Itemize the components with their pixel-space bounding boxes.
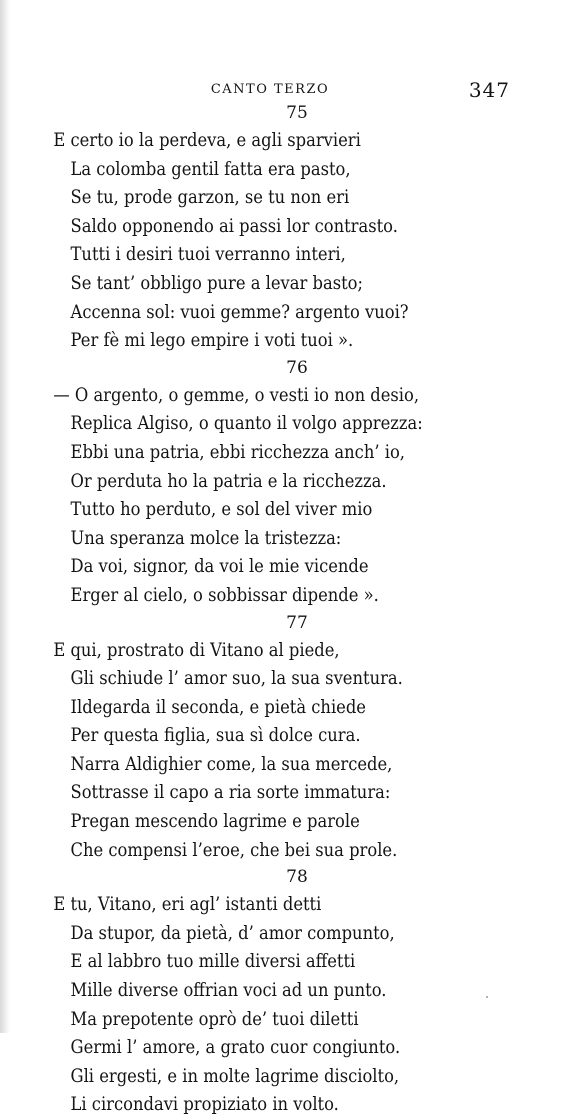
verse-line: Se tu, prode garzon, se tu non eri — [70, 186, 350, 209]
verse-line: Per fè mi lego empire i voti tuoi ». — [70, 329, 354, 352]
page-number: 347 — [468, 78, 510, 102]
verse-line: Ma prepotente oprò de’ tuoi diletti — [70, 1007, 359, 1030]
verse-line: — O argento, o gemme, o vesti io non desio, — [53, 383, 420, 406]
verse-line: Mille diverse offrian voci ad un punto. — [70, 979, 387, 1002]
verse-line: Accenna sol: vuoi gemme? argento vuoi? — [70, 300, 409, 323]
verse-line: Or perduta ho la patria e la ricchezza. — [70, 469, 387, 492]
stanza-number: 77 — [286, 612, 308, 633]
verse-line: E certo io la perdeva, e agli sparvieri — [53, 129, 361, 151]
stanza-number: 78 — [286, 867, 308, 888]
verse-line: Se tant’ obbligo pure a levar basto; — [70, 271, 364, 294]
verse-line: Tutto ho perduto, e sol del viver mio — [70, 498, 373, 521]
verse-line: Li circondavi propiziato in volto. — [70, 1093, 339, 1116]
stanza-77 — [0, 610, 572, 865]
verse-line: Ebbi una patria, ebbi ricchezza anch’ io, — [70, 440, 405, 463]
verse-line: E tu, Vitano, eri agl’ istanti detti — [53, 893, 322, 916]
verse-line: Germi l’ amore, a grato cuor congiunto. — [70, 1036, 401, 1059]
verse-line: Gli schiude l’ amor suo, la sua sventura. — [70, 667, 403, 690]
verse-line: E qui, prostrato di Vitano al piede, — [53, 638, 340, 661]
verse-line: E al labbro tuo mille diversi affetti — [70, 950, 356, 973]
verse-line: Tutti i desiri tuoi verranno interi, — [70, 243, 346, 266]
stanza-78 — [0, 864, 572, 1119]
verse-line: Gli ergesti, e in molte lagrime disciolto, — [70, 1064, 400, 1087]
stanza-75 — [0, 100, 572, 355]
stanza-76 — [0, 355, 572, 610]
stanza-number: 76 — [286, 357, 308, 378]
poem-body — [0, 100, 572, 1119]
paper-speck — [486, 996, 488, 998]
verse-line: Da voi, signor, da voi le mie vicende — [70, 555, 369, 578]
verse-line: Una speranza molce la tristezza: — [70, 526, 342, 549]
verse-line: Ildegarda il seconda, e pietà chiede — [70, 695, 366, 718]
verse-line: Narra Aldighier come, la sua mercede, — [70, 752, 393, 775]
running-title: CANTO TERZO — [210, 82, 330, 97]
verse-line: Replica Algiso, o quanto il volgo apprezza: — [70, 412, 423, 435]
verse-line: Da stupor, da pietà, d’ amor compunto, — [70, 921, 395, 944]
page-header — [0, 78, 572, 102]
verse-line: La colomba gentil fatta era pasto, — [70, 157, 351, 180]
stanza-number: 75 — [286, 103, 308, 123]
verse-line: Pregan mescendo lagrime e parole — [70, 810, 360, 833]
verse-line: Erger al cielo, o sobbissar dipende ». — [70, 583, 379, 606]
verse-line: Saldo opponendo ai passi lor contrasto. — [70, 214, 398, 237]
verse-line: Sottrasse il capo a ria sorte immatura: — [70, 781, 391, 804]
verse-line: Per questa figlia, sua sì dolce cura. — [70, 724, 361, 747]
verse-line: Che compensi l’eroe, che bei sua prole. — [70, 838, 398, 861]
